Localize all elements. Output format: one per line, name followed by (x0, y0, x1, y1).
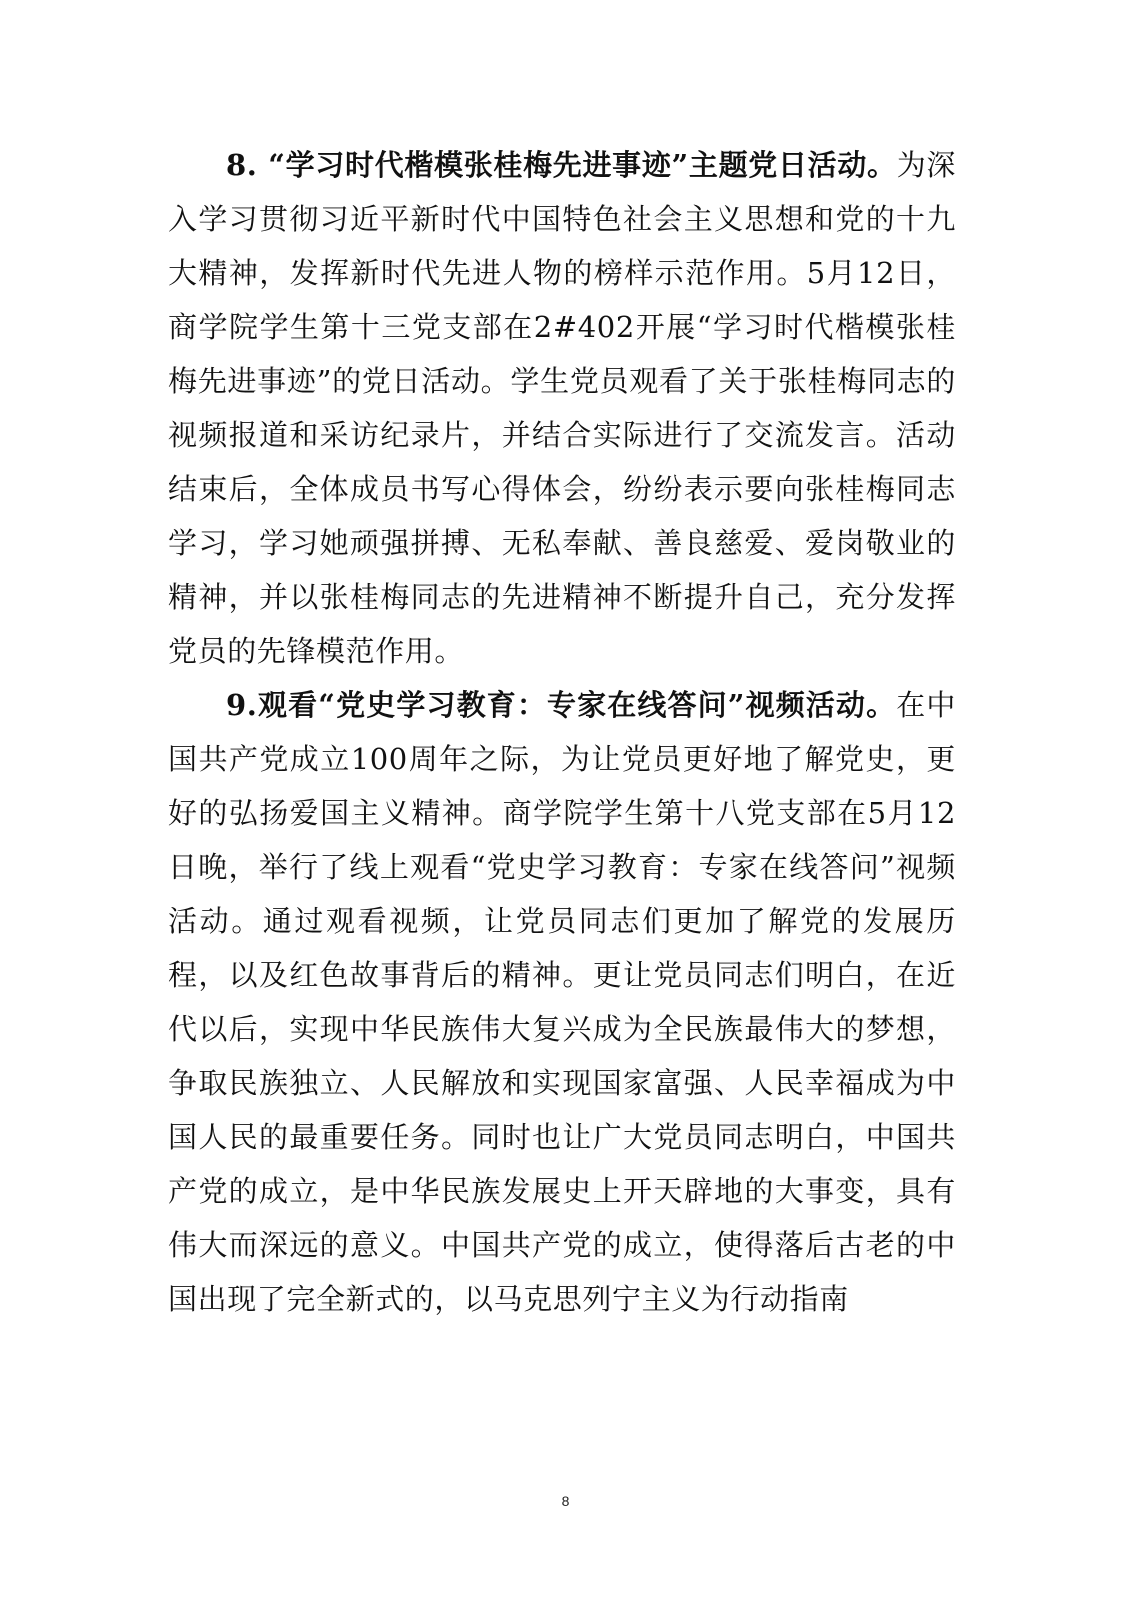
paragraph-heading: 9.观看“党史学习教育：专家在线答问”视频活动。 (226, 688, 897, 722)
paragraph-activity-8 (168, 138, 956, 678)
page-number: 8 (561, 1493, 570, 1509)
paragraph-body: 在中国共产党成立100周年之际，为让党员更好地了解党史，更好的弘扬爱国主义精神。商学院学生第十八党支部在5月12日晚，举行了线上观看“党史学习教育：专家在线答问”视频活动。通过观看视频，让党员同志们更加了解党的发展历程，以及红色故事背后的精神。更让党员同志们明白，在近代以后，实现中华民族伟大复兴成为全民族最伟大的梦想，争取民族独立、人民解放和实现国家富强、人民幸福成为中国人民的最重要任务。同时也让广大党员同志明白，中国共产党的成立，是中华民族发展史上开天辟地的大事变，具有伟大而深远的意义。中国共产党的成立，使得落后古老的中国出现了完全新式的，以马克思列宁主义为行动指南 (168, 688, 956, 1316)
paragraph-heading: 8. “学习时代楷模张桂梅先进事迹”主题党日活动。 (226, 148, 897, 182)
body-text (168, 138, 956, 1326)
paragraph-activity-9 (168, 678, 956, 1326)
paragraph-body: 为深入学习贯彻习近平新时代中国特色社会主义思想和党的十九大精神，发挥新时代先进人物的榜样示范作用。5月12日，商学院学生第十三党支部在2#402开展“学习时代楷模张桂梅先进事迹”的党日活动。学生党员观看了关于张桂梅同志的视频报道和采访纪录片，并结合实际进行了交流发言。活动结束后，全体成员书写心得体会，纷纷表示要向张桂梅同志学习，学习她顽强拼搏、无私奉献、善良慈爱、爱岗敬业的精神，并以张桂梅同志的先进精神不断提升自己，充分发挥党员的先锋模范作用。 (168, 148, 957, 668)
